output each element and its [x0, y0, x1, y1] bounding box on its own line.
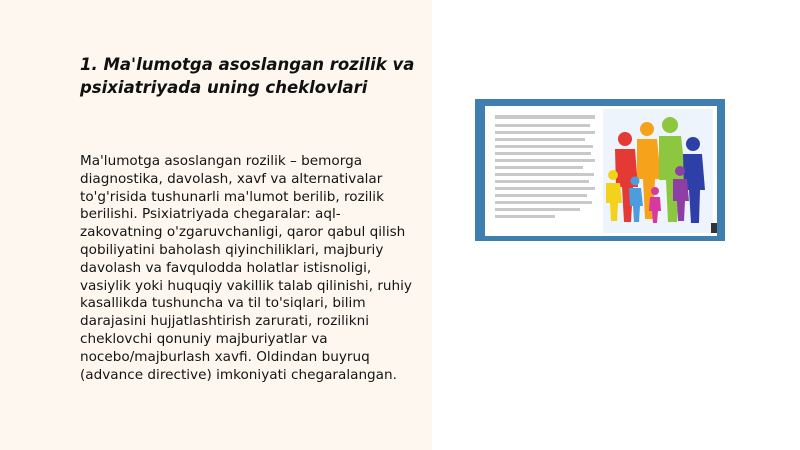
slide-image	[475, 99, 725, 241]
slide-title: 1. Ma'lumotga asoslangan rozilik va psixiatriyada uning cheklovlari	[80, 55, 415, 97]
people-silhouettes-icon	[475, 99, 725, 241]
slide-body-text: Ma'lumotga asoslangan rozilik – bemorga diagnostika, davolash, xavf va alternativalar to'g'risida tushunarli ma'lumot berilib, rozilik berilishi. Psixiatriyada chegaralar: aql-zakovatning o'zgaruvchanligi, qaror qabul qilish qobiliyatini baholash qiyinchiliklari, majburiy davolash va favqulodda holatlar istisnoligi, vasiylik yoki huquqiy vakillik talab qilinishi, ruhiy kasallikda tushuncha va til to'siqlari, bilim darajasini hujjatlashtirish zarurati, rozilikni cheklovchi qonuniy majburiyatlar va nocebo/majburlash xavfi. Oldindan buyruq (advance directive) imkoniyati chegaralangan.	[80, 153, 412, 383]
